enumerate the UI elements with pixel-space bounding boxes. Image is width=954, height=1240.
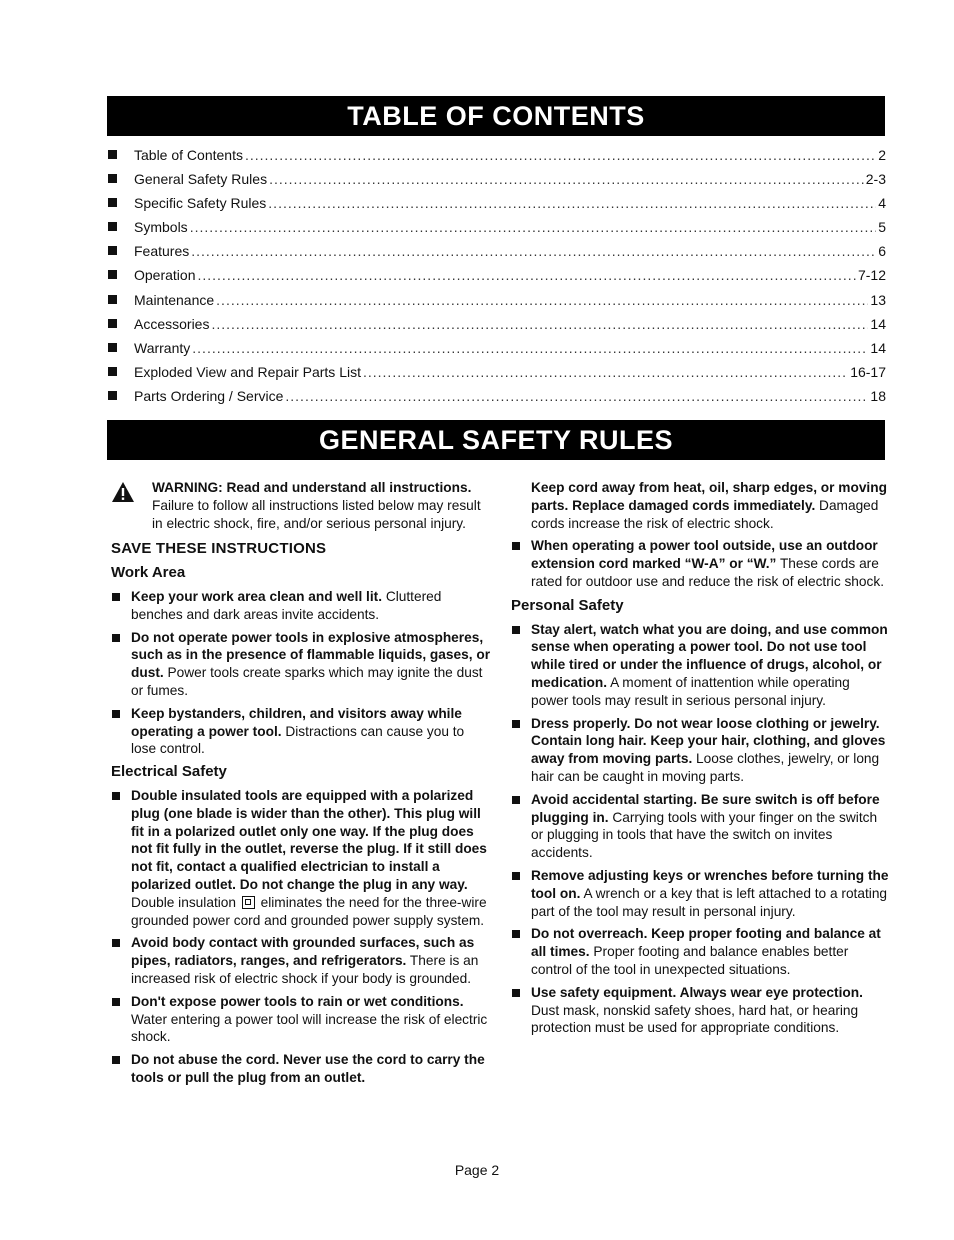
work-area-list [111, 588, 491, 758]
toc-leader-dots [197, 267, 855, 283]
item-bold: Keep cord away from heat, oil, sharp edges, or moving parts. Replace damaged cords immediately. [531, 480, 887, 513]
toc-entry-page: 2 [878, 147, 886, 163]
item-bold: Keep bystanders, children, and visitors away while operating a power tool. [131, 705, 462, 739]
work-area-heading: Work Area [111, 564, 186, 582]
toc-entry-page: 4 [878, 195, 886, 212]
item-text: Damaged cords increase the risk of electric shock. [531, 497, 879, 531]
toc-entry [108, 364, 886, 388]
cord-continued-item [511, 479, 889, 532]
toc-leader-dots [268, 195, 876, 211]
toc-entry-title: Accessories [134, 315, 210, 332]
item-bold: Remove adjusting keys or wrenches before turning the tool on. [531, 867, 889, 901]
warning-block [111, 479, 491, 532]
toc-entry-page: 14 [870, 339, 886, 356]
toc-entry [108, 219, 886, 243]
item-bold: Dress properly. Do not wear loose clothing or jewelry. Contain long hair. Keep your hair, clothing, and gloves away from moving parts. [531, 715, 886, 767]
gsr-heading: GENERAL SAFETY RULES [107, 420, 885, 460]
toc-leader-dots [211, 316, 868, 332]
item-text: Carrying tools with your finger on the switch or plugging in tools that have the switch on invites accidents. [531, 809, 878, 861]
toc-entry [108, 388, 886, 412]
toc-entry [108, 195, 886, 219]
item-bold: Avoid body contact with grounded surfaces, such as pipes, radiators, ranges, and refrigerators. [131, 935, 475, 969]
outdoor-cord-item [511, 537, 889, 590]
item-text: Distractions can cause you to lose control. [131, 723, 465, 757]
item-bold: When operating a power tool outside, use an outdoor extension cord marked “W-A” or “W.” [531, 538, 878, 572]
bullet-square [112, 710, 120, 718]
bullet-square [108, 319, 117, 328]
toc-entry-page: 16-17 [850, 363, 886, 380]
item-bold: Don't expose power tools to rain or wet conditions. [131, 993, 464, 1009]
item-text: These cords are rated for outdoor use and reduce the risk of electric shock. [531, 556, 885, 589]
bullet-square [108, 174, 117, 183]
bullet-square [512, 626, 520, 634]
page-number: Page 2 [454, 1162, 500, 1178]
list-item [111, 629, 491, 700]
toc-entry-title: Table of Contents [134, 147, 243, 163]
bullet-square [112, 998, 120, 1006]
item-bold: Double insulated tools are equipped with a polarized plug (one blade is wider than the other). This plug will fit in a polarized outlet only one way. If the plug does not fit fully in the outlet, reverse the plug. If it still does not fit, contact a qualified electrician to install a polarized outlet. Do not change the plug in any way. [131, 787, 487, 892]
bullet-square [112, 1056, 120, 1064]
electrical-list [111, 934, 491, 1086]
item-bold: Use safety equipment. Always wear eye protection. [531, 984, 863, 1000]
item-text: Dust mask, nonskid safety shoes, hard hat, or hearing protection must be used for appropriate conditions. [531, 1002, 859, 1036]
bullet-square [108, 343, 117, 352]
right-column [511, 479, 889, 1042]
toc-leader-dots [269, 171, 864, 187]
item-bold: Do not overreach. Keep proper footing and balance at all times. [531, 926, 881, 960]
item-text: There is an increased risk of electric shock if your body is grounded. [131, 953, 479, 986]
item-text: Loose clothes, jewelry, or long hair can be caught in moving parts. [531, 751, 880, 784]
item-text: A wrench or a key that is left attached to a rotating part of the tool may result in personal injury. [531, 885, 888, 919]
toc-entry-title: Exploded View and Repair Parts List [134, 363, 361, 380]
item-bold: Do not abuse the cord. Never use the cord to carry the tools or pull the plug from an outlet. [131, 1052, 485, 1085]
warning-bold: WARNING: Read and understand all instructions. [152, 480, 472, 495]
bullet-square [112, 593, 120, 601]
toc-leader-dots [190, 219, 877, 235]
list-item [511, 984, 889, 1037]
item-text: Proper footing and balance enables better control of the tool in unexpected situations. [531, 944, 849, 977]
toc-leader-dots [285, 388, 868, 404]
left-column [111, 479, 491, 1092]
toc-entry-page: 6 [878, 243, 886, 260]
item-bold: Stay alert, watch what you are doing, and use common sense when operating a power tool. Do not use tool while tired or under the influence of drugs, alcohol, or medication. [531, 621, 888, 690]
toc-leader-dots [191, 243, 876, 259]
toc-entry-title: Specific Safety Rules [134, 195, 267, 212]
bullet-square [112, 792, 120, 800]
list-item [111, 1051, 491, 1087]
toc-entry [108, 147, 886, 171]
toc-entry-title: Features [134, 243, 190, 260]
toc-entry-page: 13 [870, 291, 886, 308]
toc-leader-dots [216, 292, 868, 308]
item-bold: Do not operate power tools in explosive atmospheres, such as in the presence of flammable liquids, gases, or dust. [131, 629, 491, 681]
bullet-square [512, 872, 520, 880]
list-item [511, 715, 889, 786]
item-text: Cluttered benches and dark areas invite accidents. [131, 588, 442, 622]
bullet-square [108, 150, 117, 159]
warning-triangle-icon [111, 481, 135, 503]
warning-text: Failure to follow all instructions listed below may result in electric shock, fire, and/or serious personal injury. [152, 497, 481, 531]
bullet-square [108, 367, 117, 376]
item-text: eliminates the need for the three-wire grounded power cord and grounded power supply system. [131, 894, 487, 928]
bullet-square [108, 198, 117, 207]
list-item [111, 705, 491, 758]
bullet-square [108, 222, 117, 231]
toc-entry-title: Warranty [134, 339, 191, 356]
toc-leader-dots [245, 147, 876, 163]
toc-entry [108, 292, 886, 316]
toc-list [108, 147, 886, 412]
toc-entry-title: Operation [134, 267, 196, 284]
toc-entry-title: Parts Ordering / Service [134, 387, 284, 404]
item-text: Double insulation [131, 894, 240, 910]
list-item [511, 791, 889, 862]
double-insulation-icon [242, 896, 255, 909]
toc-entry-title: General Safety Rules [134, 171, 268, 188]
bullet-square [112, 634, 120, 642]
save-instructions: SAVE THESE INSTRUCTIONS [111, 540, 327, 558]
toc-entry-page: 2-3 [865, 171, 886, 188]
toc-entry [108, 267, 886, 291]
toc-entry [108, 340, 886, 364]
toc-entry-title: Maintenance [134, 291, 215, 308]
bullet-square [108, 246, 117, 255]
toc-entry [108, 316, 886, 340]
bullet-square [108, 391, 117, 400]
toc-entry-title: Symbols [134, 219, 188, 236]
bullet-square [512, 796, 520, 804]
bullet-square [512, 930, 520, 938]
list-item [511, 867, 889, 920]
bullet-square [512, 720, 520, 728]
electrical-safety-heading: Electrical Safety [111, 763, 227, 781]
list-item [111, 588, 491, 624]
personal-safety-heading: Personal Safety [511, 596, 624, 614]
item-text: Power tools create sparks which may ignite the dust or fumes. [131, 665, 483, 698]
bullet-square [512, 989, 520, 997]
personal-safety-list [511, 621, 889, 1038]
toc-entry [108, 243, 886, 267]
list-item [511, 925, 889, 978]
double-insulated-item [111, 787, 491, 929]
toc-entry-page: 7-12 [857, 267, 886, 284]
bullet-square [108, 270, 117, 279]
bullet-square [112, 939, 120, 947]
item-text: A moment of inattention while operating power tools may result in serious personal injury. [531, 674, 850, 708]
toc-entry-page: 14 [870, 315, 886, 332]
toc-leader-dots [192, 340, 868, 356]
toc-leader-dots [363, 364, 848, 380]
list-item [111, 993, 491, 1046]
toc-heading: TABLE OF CONTENTS [107, 96, 885, 136]
toc-entry-page: 5 [878, 219, 886, 236]
bullet-square [512, 542, 520, 550]
toc-entry-page: 18 [870, 387, 886, 404]
bullet-square [108, 295, 117, 304]
toc-entry [108, 171, 886, 195]
list-item [511, 621, 889, 710]
item-bold: Avoid accidental starting. Be sure switch is off before plugging in. [531, 791, 880, 825]
item-bold: Keep your work area clean and well lit. [131, 588, 383, 604]
list-item [111, 934, 491, 987]
item-text: Water entering a power tool will increase the risk of electric shock. [131, 1011, 488, 1045]
